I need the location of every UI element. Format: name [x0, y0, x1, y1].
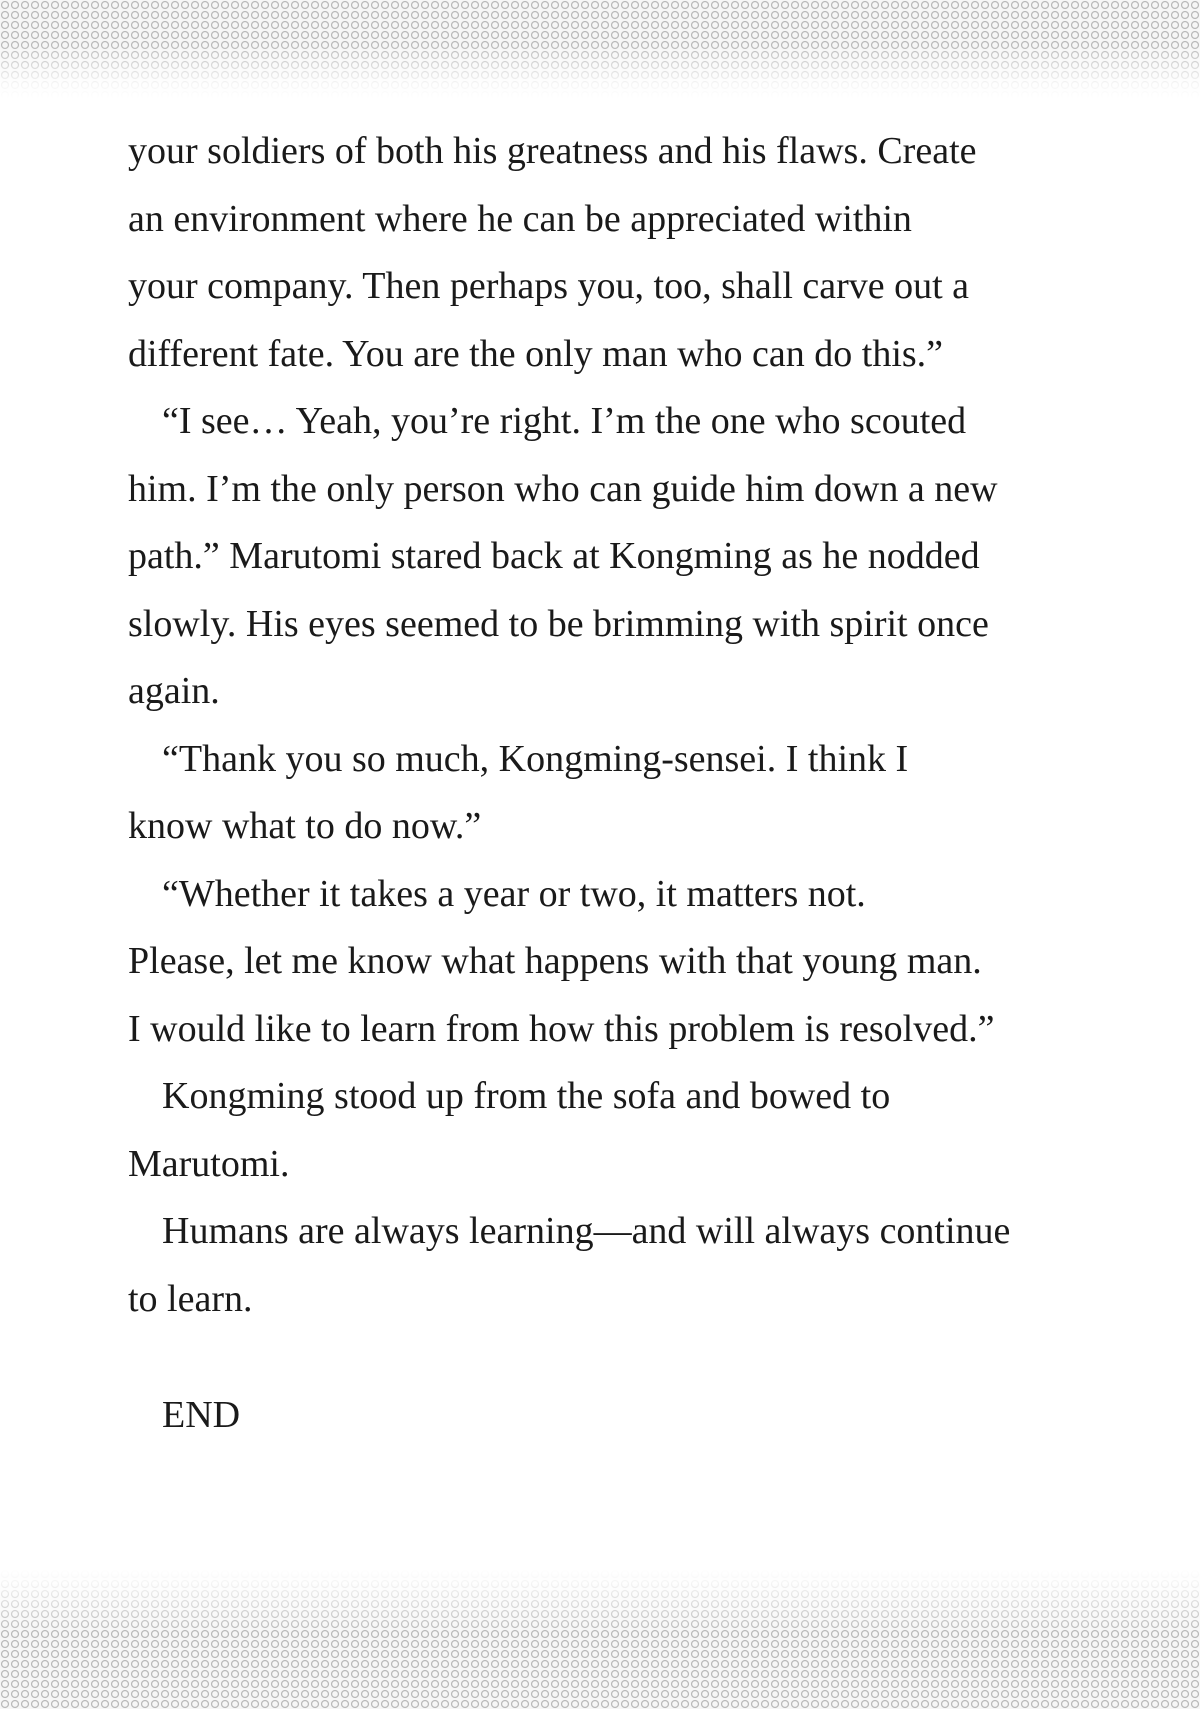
text-line: slowly. His eyes seemed to be brimming with spirit once — [128, 602, 989, 645]
text-line: your company. Then perhaps you, too, shall carve out a — [128, 265, 970, 307]
text-line: to learn. — [128, 1277, 253, 1320]
text-line: Humans are always learning—and will always continue — [162, 1210, 1011, 1252]
text-line: “Thank you so much, Kongming-sensei. I think I — [162, 737, 909, 780]
text-line: “I see… Yeah, you’re right. I’m the one who scouted — [162, 400, 967, 442]
text-line: “Whether it takes a year or two, it matters not. — [162, 872, 866, 915]
text-line: your soldiers of both his greatness and his flaws. Create — [128, 130, 977, 172]
text-line: Kongming stood up from the sofa and bowed to — [162, 1075, 891, 1117]
top-decorative-pattern — [0, 0, 1200, 98]
text-line: an environment where he can be appreciated within — [128, 197, 912, 240]
text-line: know what to do now.” — [128, 805, 482, 847]
bottom-decorative-pattern — [0, 1569, 1200, 1709]
end-marker: END — [162, 1394, 241, 1436]
body-text — [128, 118, 1108, 1333]
text-line: him. I’m the only person who can guide him down a new — [128, 467, 998, 510]
text-line: again. — [128, 670, 220, 712]
text-line: different fate. You are the only man who can do this.” — [128, 332, 944, 375]
text-line: path.” Marutomi stared back at Kongming as he nodded — [128, 535, 980, 577]
text-line: Marutomi. — [128, 1142, 290, 1185]
text-line: Please, let me know what happens with that young man. — [128, 940, 982, 982]
text-line: I would like to learn from how this problem is resolved.” — [128, 1007, 995, 1050]
